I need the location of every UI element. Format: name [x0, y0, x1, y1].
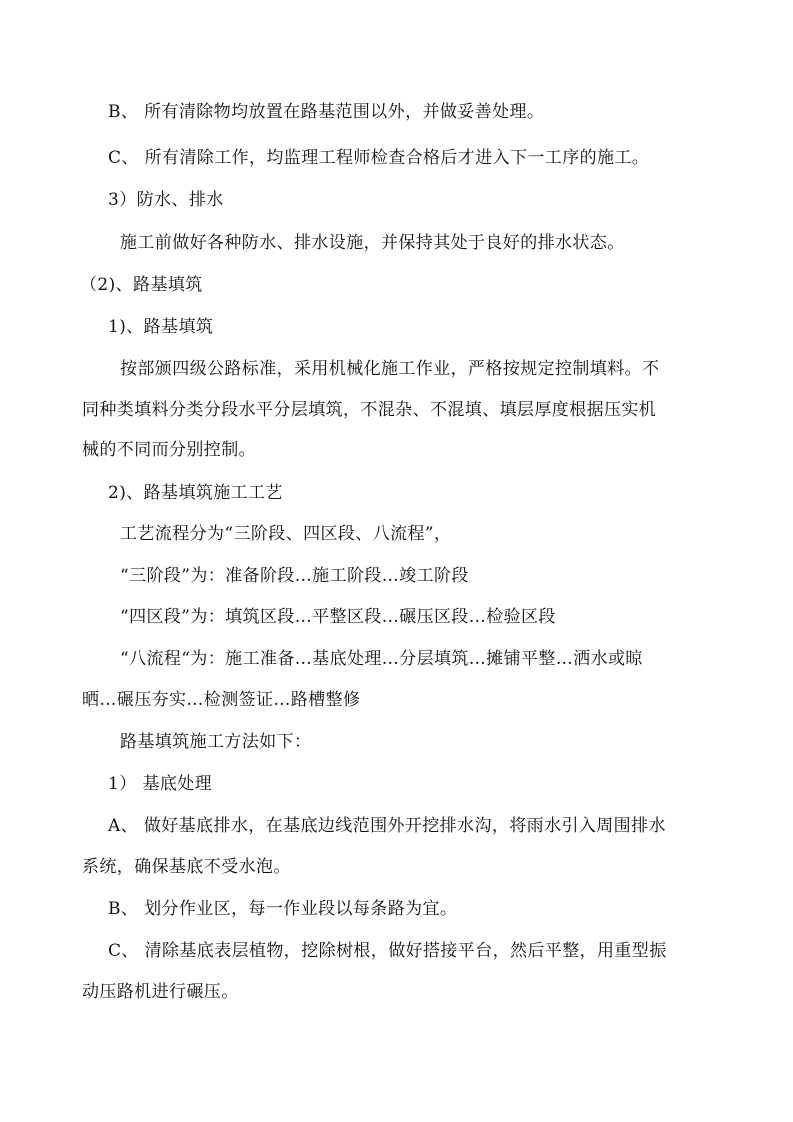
text-line: 同种类填料分类分段水平分层填筑，不混杂、不混填、填层厚度根据压实机	[82, 400, 657, 420]
text-line: C、 所有清除工作，均监理工程师检查合格后才进入下一工序的施工。	[108, 148, 650, 168]
section-heading: 1） 基底处理	[108, 774, 213, 794]
text-line: “三阶段”为：准备阶段…施工阶段…竣工阶段	[120, 566, 469, 586]
text-line: A、 做好基底排水，在基底边线范围外开挖排水沟，将雨水引入周围排水	[108, 816, 666, 836]
text-line: “四区段”为：填筑区段…平整区段…碾压区段…检验区段	[120, 607, 556, 627]
text-line: 系统，确保基底不受水泡。	[82, 857, 291, 877]
section-heading: （2)、路基填筑	[80, 275, 203, 295]
text-line: B、 所有清除物均放置在路基范围以外，并做妥善处理。	[108, 102, 545, 122]
text-line: C、 清除基底表层植物，挖除树根，做好搭接平台，然后平整，用重型振	[108, 941, 667, 961]
text-line: 工艺流程分为“三阶段、四区段、八流程”，	[120, 524, 452, 544]
text-line: 施工前做好各种防水、排水设施，并保持其处于良好的排水状态。	[120, 233, 625, 253]
section-heading: 1)、路基填筑	[108, 317, 214, 337]
text-line: “八流程“为：施工准备…基底处理…分层填筑…摊铺平整…洒水或晾	[120, 649, 643, 669]
text-line: 动压路机进行碾压。	[82, 982, 239, 1002]
text-line: 按部颁四级公路标准，采用机械化施工作业，严格按规定控制填料。不	[120, 359, 660, 379]
text-line: 路基填筑施工方法如下：	[120, 732, 312, 752]
text-line: B、 划分作业区，每一作业段以每条路为宜。	[108, 899, 458, 919]
section-heading: 3）防水、排水	[108, 190, 224, 210]
text-line: 械的不同而分别控制。	[82, 440, 256, 460]
section-heading: 2)、路基填筑施工工艺	[108, 483, 283, 503]
text-line: 晒…碾压夯实…检测签证…路槽整修	[82, 690, 361, 710]
